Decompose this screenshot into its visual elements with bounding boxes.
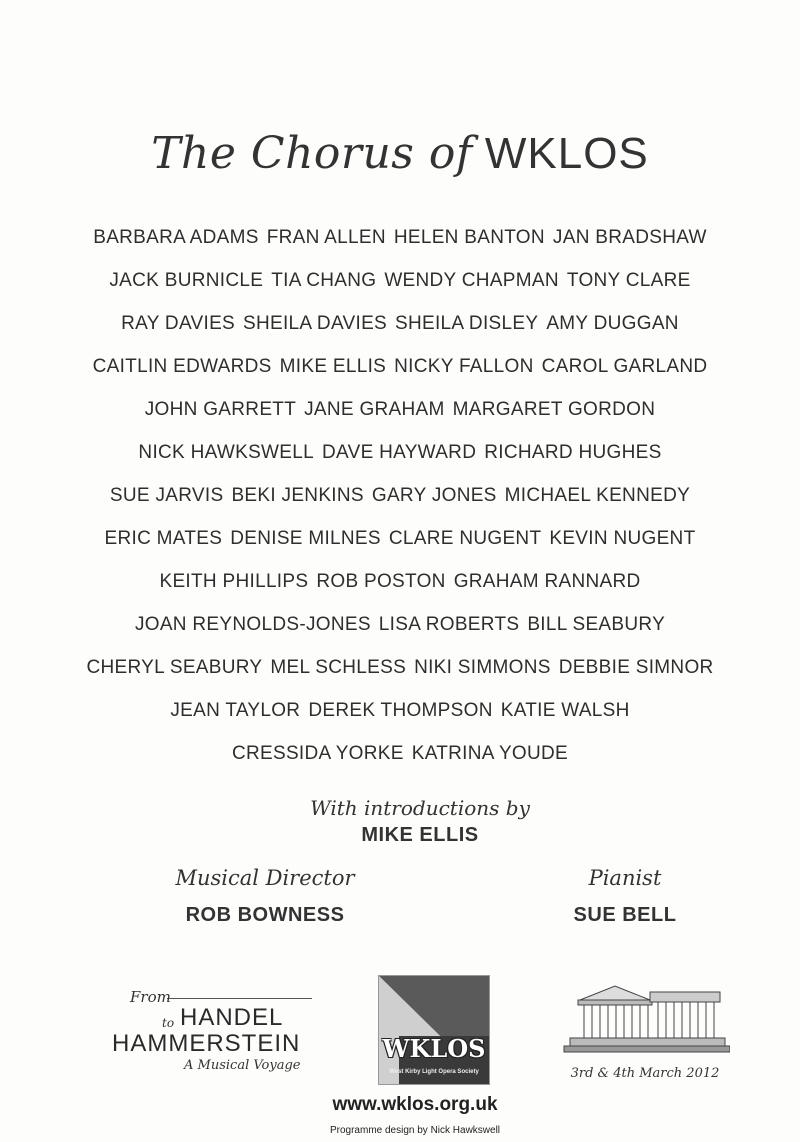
chorus-member-name: JAN BRADSHAW <box>552 227 707 248</box>
show-logo-tagline: A Musical Voyage <box>184 1058 301 1073</box>
name-row <box>0 265 800 308</box>
name-row <box>0 566 800 609</box>
chorus-member-name: JOHN GARRETT <box>144 399 297 420</box>
chorus-member-name: CHERYL SEABURY <box>86 657 263 678</box>
society-logo-text: WKLOS <box>382 1034 486 1063</box>
chorus-member-name: MARGARET GORDON <box>452 399 656 420</box>
title-plain: WKLOS <box>484 129 649 178</box>
society-logo-graphic <box>379 976 489 1084</box>
chorus-member-name: JACK BURNICLE <box>109 270 264 291</box>
chorus-member-name: MEL SCHLESS <box>270 657 407 678</box>
name-row <box>0 222 800 265</box>
chorus-member-name: HELEN BANTON <box>393 227 545 248</box>
chorus-member-name: DAVE HAYWARD <box>322 442 477 463</box>
chorus-names-list <box>0 222 800 781</box>
introductions-name: MIKE ELLIS <box>361 824 479 846</box>
chorus-member-name: SHEILA DAVIES <box>243 313 388 334</box>
chorus-member-name: MICHAEL KENNEDY <box>504 485 691 506</box>
chorus-member-name: JOAN REYNOLDS-JONES <box>134 614 371 635</box>
name-row <box>0 480 800 523</box>
show-logo-from: From <box>130 988 171 1006</box>
musical-director-block <box>160 866 370 927</box>
chorus-member-name: LISA ROBERTS <box>378 614 520 635</box>
venue-building-illustration <box>560 978 730 1058</box>
chorus-member-name: TIA CHANG <box>271 270 377 291</box>
chorus-member-name: KATRINA YOUDE <box>411 743 569 764</box>
chorus-member-name: KEITH PHILLIPS <box>159 571 309 592</box>
chorus-member-name: NICKY FALLON <box>394 356 534 377</box>
chorus-member-name: DEBBIE SIMNOR <box>558 657 714 678</box>
chorus-member-name: AMY DUGGAN <box>546 313 679 334</box>
website-url: www.wklos.org.uk <box>332 1094 498 1115</box>
chorus-member-name: MIKE ELLIS <box>279 356 387 377</box>
chorus-member-name: BARBARA ADAMS <box>93 227 259 248</box>
name-row <box>0 523 800 566</box>
name-row <box>0 695 800 738</box>
chorus-member-name: RAY DAVIES <box>121 313 236 334</box>
name-row <box>0 394 800 437</box>
pianist-label: Pianist <box>588 866 662 890</box>
chorus-member-name: BILL SEABURY <box>527 614 666 635</box>
chorus-member-name: GARY JONES <box>371 485 497 506</box>
name-row <box>0 437 800 480</box>
performance-dates: 3rd & 4th March 2012 <box>570 1066 720 1081</box>
chorus-member-name: DENISE MILNES <box>230 528 381 549</box>
chorus-member-name: SUE JARVIS <box>109 485 224 506</box>
name-row <box>0 351 800 394</box>
show-logo-line2: HAMMERSTEIN <box>112 1030 301 1057</box>
chorus-member-name: GRAHAM RANNARD <box>453 571 641 592</box>
chorus-member-name: ROB POSTON <box>316 571 446 592</box>
name-row <box>0 738 800 781</box>
chorus-member-name: JEAN TAYLOR <box>170 700 301 721</box>
chorus-member-name: CLARE NUGENT <box>388 528 542 549</box>
society-logo <box>378 975 490 1085</box>
title-script: The Chorus of <box>151 128 473 179</box>
show-logo-rule <box>167 998 312 999</box>
chorus-member-name: CRESSIDA YORKE <box>231 743 404 764</box>
chorus-member-name: KEVIN NUGENT <box>549 528 696 549</box>
chorus-member-name: CAITLIN EDWARDS <box>92 356 272 377</box>
name-row <box>0 308 800 351</box>
show-logo-line1: HANDEL <box>180 1004 284 1031</box>
chorus-member-name: DEREK THOMPSON <box>308 700 493 721</box>
chorus-member-name: KATIE WALSH <box>500 700 630 721</box>
chorus-member-name: SHEILA DISLEY <box>395 313 539 334</box>
design-credit: Programme design by Nick Hawkswell <box>329 1125 501 1136</box>
pianist-block <box>540 866 710 927</box>
musical-director-name: ROB BOWNESS <box>185 904 345 926</box>
chorus-member-name: ERIC MATES <box>104 528 223 549</box>
chorus-member-name: FRAN ALLEN <box>266 227 386 248</box>
society-logo-subtitle: West Kirby Light Opera Society <box>389 1069 479 1075</box>
chorus-member-name: RICHARD HUGHES <box>484 442 662 463</box>
page-title <box>0 128 800 179</box>
chorus-member-name: NICK HAWKSWELL <box>138 442 315 463</box>
name-row <box>0 609 800 652</box>
chorus-member-name: BEKI JENKINS <box>231 485 364 506</box>
chorus-member-name: WENDY CHAPMAN <box>384 270 559 291</box>
chorus-member-name: TONY CLARE <box>566 270 691 291</box>
introductions-block <box>0 796 800 847</box>
chorus-member-name: NIKI SIMMONS <box>414 657 551 678</box>
chorus-member-name: JANE GRAHAM <box>304 399 445 420</box>
show-logo-to: to <box>162 1016 175 1030</box>
name-row <box>0 652 800 695</box>
musical-director-label: Musical Director <box>175 866 355 890</box>
pianist-name: SUE BELL <box>573 904 677 926</box>
chorus-member-name: CAROL GARLAND <box>541 356 708 377</box>
introductions-label: With introductions by <box>310 796 530 820</box>
